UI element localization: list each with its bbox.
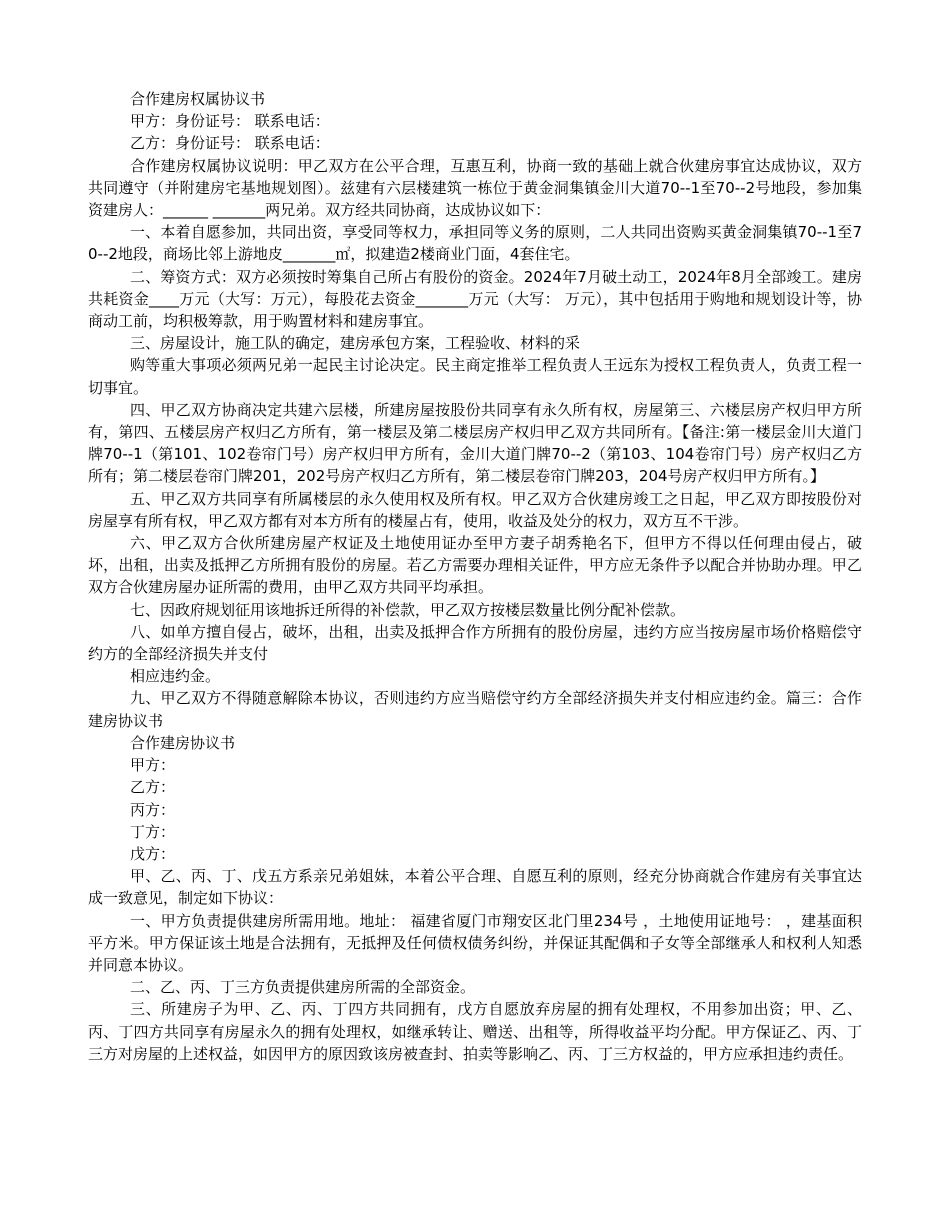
party-ding-line: 丁方： [130,822,176,841]
clause-3-continuation: 购等重大事项必须两兄弟一起民主讨论决定。民主商定推举工程负责人王远东为授权工程负责人，负责工程一切事宜。 [88,356,862,397]
clause-2-paragraph: 二、筹资方式：双方必须按时筹集自己所占有股份的资金。2024年7月破土动工，2024年8月全部竣工。建房共耗资金____万元（大写：万元），每股花去资金_______万元（大写： 万元），其中包括用于购地和规划设计等，协商动工前，均积极筹款，用于购置材料和建房事宜。 [88,267,862,331]
clause-4-paragraph: 四、甲乙双方协商决定共建六层楼，所建房屋按股份共同享有永久所有权，房屋第三、六楼层房产权归甲方所有，第四、五楼层房产权归乙方所有，第一楼层及第二楼层房产权归甲乙双方共同所有。【备注:第一楼层金川大道门牌70--1（第101、102卷帘门号）房产权归甲方所有，金川大道门牌70--2（第103、104卷帘门号）房产权归乙方所有；第二楼层卷帘门牌201，202号房产权归乙方所有，第二楼层卷帘门牌203，204号房产权归甲方所有。】 [88,400,862,486]
party-wu-line: 戊方： [130,844,176,863]
clause-6-paragraph: 六、甲乙双方合伙所建房屋产权证及土地使用证办至甲方妻子胡秀艳名下，但甲方不得以任何理由侵占，破坏，出租，出卖及抵押乙方所拥有股份的房屋。若乙方需要办理相关证件，甲方应无条件予以配合并协助办理。甲乙双方合伙建房屋办证所需的费用，由甲乙双方共同平均承担。 [88,534,862,597]
agreement-intro-paragraph: 合作建房权属协议说明：甲乙双方在公平合理，互惠互利，协商一致的基础上就合伙建房事宜达成协议，双方共同遵守（并附建房宅基地规划图）。兹建有六层楼建筑一栋位于黄金洞集镇金川大道70--1至70--2号地段，参加集资建房人：______ _______两兄弟。双方经共同协商，达成协议如下： [88,156,862,220]
party-b-line: 乙方：身份证号： 联系电话： [130,134,330,153]
clause-1-paragraph: 一、本着自愿参加，共同出资，享受同等权力，承担同等义务的原则，二人共同出资购买黄金洞集镇70--1至70--2地段，商场比邻上游地皮_______㎡，拟建造2楼商业门面，4套住宅。 [88,223,862,264]
clause-9-paragraph: 九、甲乙双方不得随意解除本协议，否则违约方应当赔偿守约方全部经济损失并支付相应违约金。篇三：合作建房协议书 [88,689,862,730]
party-jia-line: 甲方： [130,756,176,775]
party-a-line: 甲方：身份证号： 联系电话： [130,112,330,131]
party-bing-line: 丙方： [130,800,176,819]
clause-8-paragraph: 八、如单方擅自侵占，破坏，出租，出卖及抵押合作方所拥有的股份房屋，违约方应当按房屋市场价格赔偿守约方的全部经济损失并支付 [88,622,862,664]
document-page [88,88,862,1065]
clause-5-paragraph: 五、甲乙双方共同享有所属楼层的永久使用权及所有权。甲乙双方合伙建房竣工之日起，甲乙双方即按股份对房屋享有所有权，甲乙双方都有对本方所有的楼屋占有，使用，收益及处分的权力，双方互不干涉。 [88,489,862,530]
document-title: 合作建房权属协议书 [130,90,266,108]
party-yi-line: 乙方： [130,778,176,797]
second-intro-paragraph: 甲、乙、丙、丁、戊五方系亲兄弟姐妹，本着公平合理、自愿互利的原则，经充分协商就合作建房有关事宜达成一致意见，制定如下协议： [88,867,862,908]
clause-7-paragraph: 七、因政府规划征用该地拆迁所得的补偿款，甲乙双方按楼层数量比例分配补偿款。 [130,600,686,619]
second-clause-2-paragraph: 二、乙、丙、丁三方负责提供建房所需的全部资金。 [130,978,476,997]
second-document-title: 合作建房协议书 [130,733,236,752]
second-clause-1-paragraph: 一、甲方负责提供建房所需用地。地址： 福建省厦门市翔安区北门里234号 ，土地使用证地号： ，建基面积 平方米。甲方保证该土地是合法拥有，无抵押及任何债权债务纠纷，并保证其配偶和子女等全部继承人和权利人知悉并同意本协议。 [88,911,862,974]
clause-8-continuation: 相应违约金。 [130,667,221,686]
clause-3-paragraph: 三、房屋设计，施工队的确定，建房承包方案，工程验收、材料的采 [130,334,581,353]
second-clause-3-paragraph: 三、所建房子为甲、乙、丙、丁四方共同拥有，戊方自愿放弃房屋的拥有处理权，不用参加出资；甲、乙、丙、丁四方共同享有房屋永久的拥有处理权，如继承转让、赠送、出租等，所得收益平均分配。甲方保证乙、丙、丁三方对房屋的上述权益，如因甲方的原因致该房被查封、拍卖等影响乙、丙、丁三方权益的，甲方应承担违约责任。 [88,1000,862,1063]
